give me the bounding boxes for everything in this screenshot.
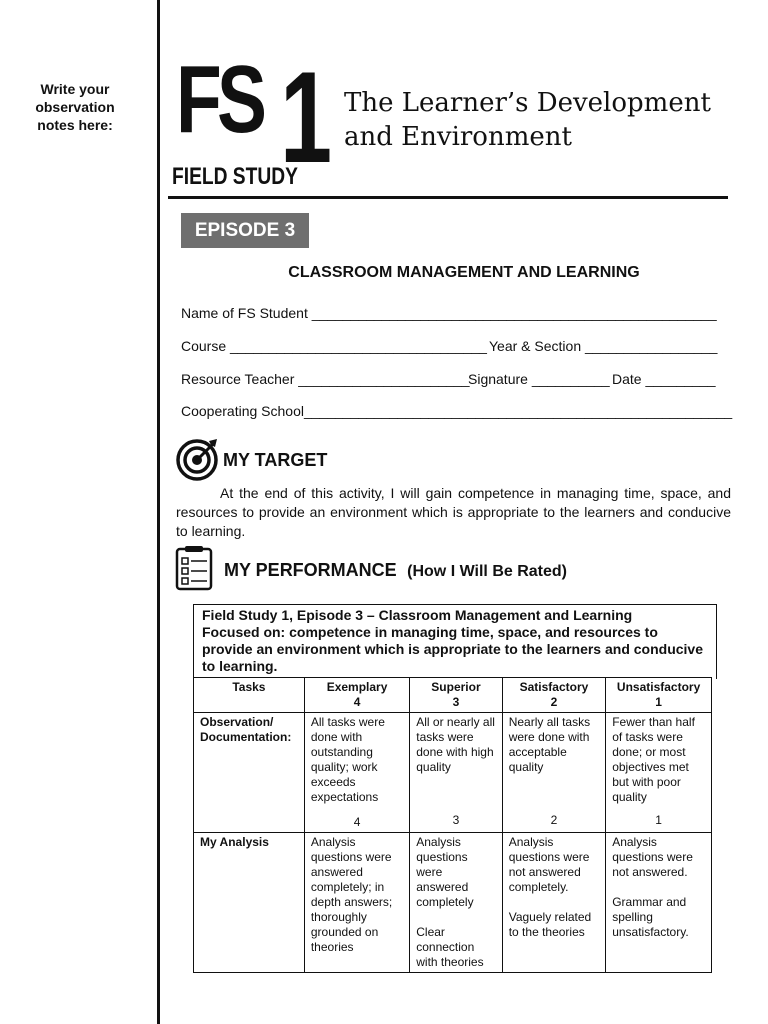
cell-text: All or nearly all tasks were done with high quality <box>416 715 495 774</box>
table-cell <box>304 713 409 833</box>
table-cell <box>606 713 712 833</box>
table-cell <box>304 833 409 973</box>
col-label: Exemplary <box>326 680 388 694</box>
rubric-heading-line1: Field Study 1, Episode 3 – Classroom Management and Learning <box>202 607 633 623</box>
cell-text: Analysis questions were answered completely; in depth answers; thoroughly grounded on theories <box>310 835 393 954</box>
target-paragraph-text: At the end of this activity, I will gain competence in managing time, space, and resources to provide an environment which is appropriate to the learners and conducive to learning. <box>176 485 731 539</box>
cell-text: All tasks were done with outstanding quality; work exceeds expectations <box>310 715 385 804</box>
cell-text: Fewer than half of tasks were done; or most objectives met but with poor quality <box>612 715 695 804</box>
logo-one: 1 <box>280 44 333 190</box>
performance-heading <box>224 560 567 581</box>
rubric-table <box>193 677 712 973</box>
col-header-satisfactory <box>502 678 605 713</box>
col-header-superior <box>410 678 502 713</box>
cell-text: Nearly all tasks were done with acceptable quality <box>508 715 591 774</box>
performance-title: MY PERFORMANCE <box>224 560 397 580</box>
cell-score: 4 <box>353 815 361 829</box>
rubric-header-row <box>194 678 712 713</box>
performance-subtitle: (How I Will Be Rated) <box>407 563 567 580</box>
margin-notes-label: Write your observation notes here: <box>35 81 115 133</box>
col-header-unsatisfactory <box>606 678 712 713</box>
cell-text: Analysis questions were not answered completely. Vaguely related to the theories <box>508 835 592 939</box>
table-cell <box>606 833 712 973</box>
section-heading: CLASSROOM MANAGEMENT AND LEARNING <box>288 264 640 281</box>
rubric-heading <box>193 604 717 679</box>
col-label: Unsatisfactory <box>616 680 701 694</box>
col-score: 3 <box>452 695 460 709</box>
table-cell <box>410 833 502 973</box>
cell-score: 2 <box>550 813 558 827</box>
col-header-exemplary <box>304 678 409 713</box>
episode-badge: EPISODE 3 <box>181 213 309 248</box>
cell-text: Analysis questions were answered completely Clear connection with theories <box>416 835 484 969</box>
target-icon <box>176 437 220 481</box>
title-line-2: and Environment <box>344 122 572 152</box>
row-label-analysis: My Analysis <box>194 833 305 973</box>
cell-score: 3 <box>452 813 460 827</box>
col-label: Satisfactory <box>519 680 589 694</box>
table-cell <box>502 713 605 833</box>
checklist-icon <box>175 545 215 591</box>
field-signature: Signature __________ <box>468 371 610 387</box>
col-label: Tasks <box>232 680 266 694</box>
table-cell <box>502 833 605 973</box>
logo-field-study: FIELD STUDY <box>172 163 298 190</box>
table-cell <box>410 713 502 833</box>
margin-divider <box>157 0 160 1024</box>
title-line-1: The Learner’s Development <box>344 88 711 118</box>
field-date: Date _________ <box>612 371 716 387</box>
cell-score: 1 <box>655 813 662 827</box>
target-title: MY TARGET <box>223 450 328 470</box>
col-label: Superior <box>431 680 481 694</box>
table-row <box>194 833 712 973</box>
document-title <box>344 86 711 154</box>
field-course: Course _________________________________ <box>181 338 487 354</box>
col-header-tasks <box>194 678 305 713</box>
col-score: 4 <box>353 695 361 709</box>
field-cooperating-school: Cooperating School_______________________________________________________ <box>181 403 733 419</box>
col-score: 1 <box>655 695 662 709</box>
cell-text: Analysis questions were not answered. Grammar and spelling unsatisfactory. <box>612 835 693 939</box>
col-score: 2 <box>550 695 558 709</box>
field-year-section: Year & Section _________________ <box>489 338 718 354</box>
field-resource-teacher: Resource Teacher ______________________ <box>181 371 470 387</box>
field-name: Name of FS Student ____________________________________________________ <box>181 305 717 321</box>
header-rule <box>168 196 728 199</box>
logo-fs: FS <box>176 46 263 153</box>
target-paragraph <box>176 484 731 541</box>
rubric-heading-line2: Focused on: competence in managing time, space, and resources to provide an environment which is appropriate to the learners and conducive to learning. <box>202 624 703 674</box>
row-label-observation: Observation/ Documentation: <box>194 713 305 833</box>
table-row <box>194 713 712 833</box>
